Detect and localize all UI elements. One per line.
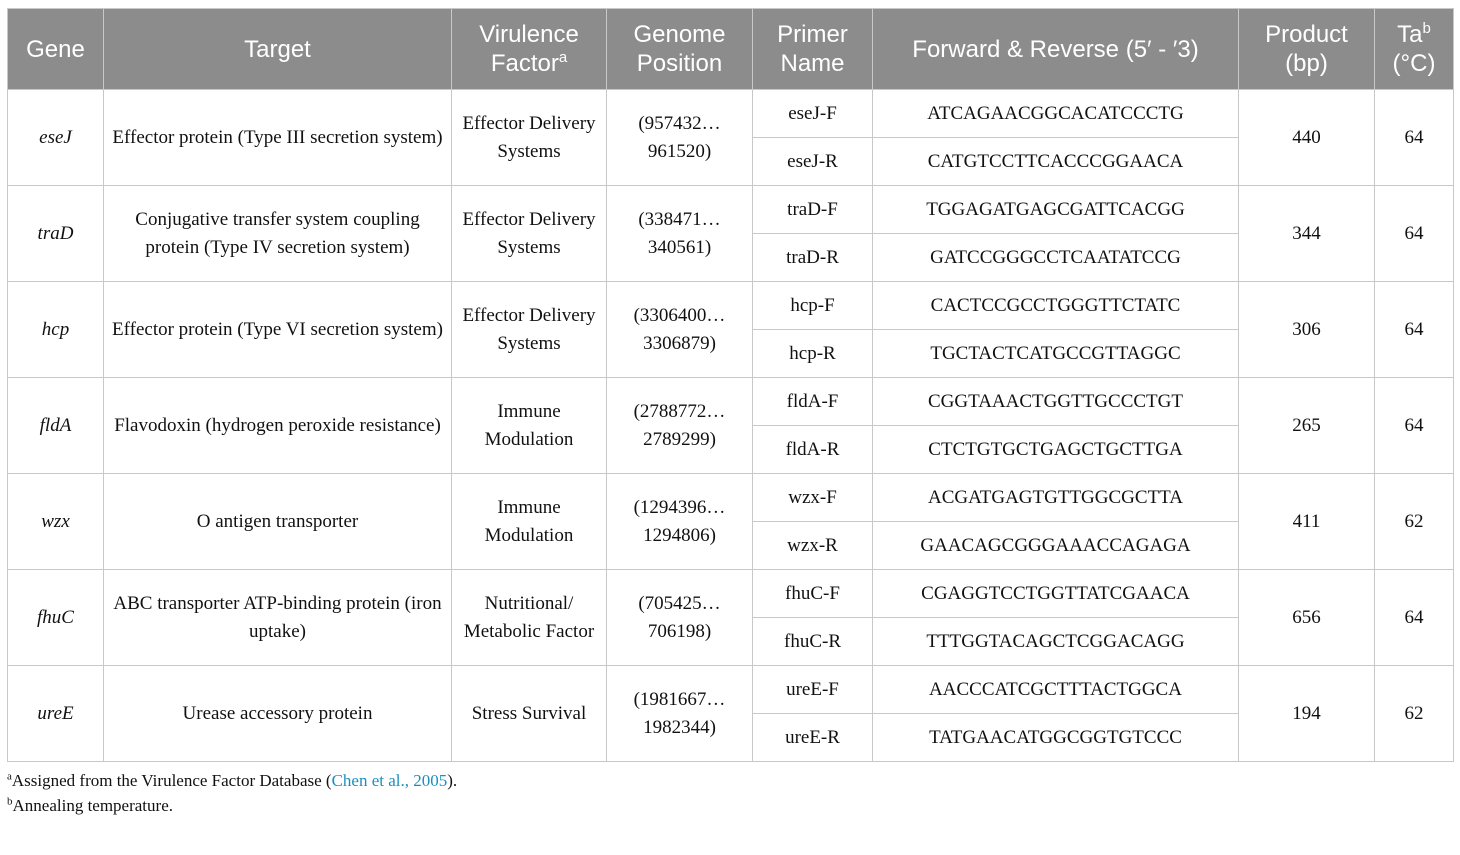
header-ta-footnote-mark: b <box>1422 20 1431 37</box>
header-virulence-factor-footnote-mark: a <box>558 49 568 66</box>
header-row <box>8 9 1454 90</box>
gene-cell: hcp <box>8 282 104 378</box>
header-gene: Gene <box>8 9 104 90</box>
forward-primer-name-cell: ureE-F <box>753 666 873 714</box>
forward-primer-name-cell: traD-F <box>753 186 873 234</box>
header-ta-label: Ta <box>1397 21 1423 48</box>
ta-cell: 64 <box>1375 570 1454 666</box>
genome-position-cell: (957432…961520) <box>607 90 753 186</box>
virulence-factor-cell: Immune Modulation <box>452 378 607 474</box>
forward-sequence-cell: TGGAGATGAGCGATTCACGG <box>873 186 1239 234</box>
gene-cell: traD <box>8 186 104 282</box>
reverse-sequence-cell: GAACAGCGGGAAACCAGAGA <box>873 522 1239 570</box>
ta-cell: 62 <box>1375 666 1454 762</box>
header-virulence-factor <box>452 9 607 90</box>
ta-cell: 62 <box>1375 474 1454 570</box>
target-cell: Conjugative transfer system coupling protein (Type IV secretion system) <box>104 186 452 282</box>
gene-cell: fhuC <box>8 570 104 666</box>
ta-cell: 64 <box>1375 282 1454 378</box>
table-row <box>8 570 1454 618</box>
forward-sequence-cell: ATCAGAACGGCACATCCCTG <box>873 90 1239 138</box>
table-row <box>8 378 1454 426</box>
product-cell: 344 <box>1239 186 1375 282</box>
reverse-sequence-cell: TGCTACTCATGCCGTTAGGC <box>873 330 1239 378</box>
table-row <box>8 186 1454 234</box>
table-row <box>8 282 1454 330</box>
reverse-sequence-cell: CTCTGTGCTGAGCTGCTTGA <box>873 426 1239 474</box>
product-cell: 411 <box>1239 474 1375 570</box>
target-cell: Urease accessory protein <box>104 666 452 762</box>
virulence-factor-cell: Effector Delivery Systems <box>452 186 607 282</box>
forward-sequence-cell: CGAGGTCCTGGTTATCGAACA <box>873 570 1239 618</box>
virulence-factor-cell: Stress Survival <box>452 666 607 762</box>
reverse-primer-name-cell: fldA-R <box>753 426 873 474</box>
table-row <box>8 474 1454 522</box>
reverse-primer-name-cell: fhuC-R <box>753 618 873 666</box>
virulence-factor-cell: Immune Modulation <box>452 474 607 570</box>
product-cell: 656 <box>1239 570 1375 666</box>
reverse-primer-name-cell: traD-R <box>753 234 873 282</box>
footnote-b-text: Annealing temperature. <box>12 796 173 815</box>
header-virulence-factor-label: Virulence Factor <box>479 21 579 77</box>
genome-position-cell: (1981667…1982344) <box>607 666 753 762</box>
target-cell: ABC transporter ATP-binding protein (iron uptake) <box>104 570 452 666</box>
virulence-factor-cell: Effector Delivery Systems <box>452 282 607 378</box>
forward-sequence-cell: CACTCCGCCTGGGTTCTATC <box>873 282 1239 330</box>
reverse-primer-name-cell: eseJ-R <box>753 138 873 186</box>
reverse-sequence-cell: TTTGGTACAGCTCGGACAGG <box>873 618 1239 666</box>
table-footnotes <box>7 768 1453 818</box>
forward-primer-name-cell: fldA-F <box>753 378 873 426</box>
primer-table-figure <box>7 8 1453 818</box>
footnote-a-end: ). <box>447 771 458 790</box>
forward-primer-name-cell: eseJ-F <box>753 90 873 138</box>
footnote-a-text: Assigned from the Virulence Factor Database ( <box>11 771 332 790</box>
forward-sequence-cell: ACGATGAGTGTTGGCGCTTA <box>873 474 1239 522</box>
genome-position-cell: (2788772…2789299) <box>607 378 753 474</box>
header-ta-unit: (°C) <box>1392 50 1436 77</box>
header-genome-position: Genome Position <box>607 9 753 90</box>
footnote-b <box>7 793 1453 818</box>
ta-cell: 64 <box>1375 186 1454 282</box>
product-cell: 306 <box>1239 282 1375 378</box>
reverse-primer-name-cell: hcp-R <box>753 330 873 378</box>
reverse-sequence-cell: CATGTCCTTCACCCGGAACA <box>873 138 1239 186</box>
header-product: Product (bp) <box>1239 9 1375 90</box>
genome-position-cell: (3306400…3306879) <box>607 282 753 378</box>
target-cell: Effector protein (Type VI secretion system) <box>104 282 452 378</box>
product-cell: 194 <box>1239 666 1375 762</box>
header-ta <box>1375 9 1454 90</box>
target-cell: O antigen transporter <box>104 474 452 570</box>
table-row <box>8 666 1454 714</box>
target-cell: Flavodoxin (hydrogen peroxide resistance) <box>104 378 452 474</box>
reverse-primer-name-cell: wzx-R <box>753 522 873 570</box>
forward-sequence-cell: CGGTAAACTGGTTGCCCTGT <box>873 378 1239 426</box>
header-sequence: Forward & Reverse (5′ - ′3) <box>873 9 1239 90</box>
product-cell: 440 <box>1239 90 1375 186</box>
genome-position-cell: (1294396…1294806) <box>607 474 753 570</box>
footnote-b-mark: b <box>7 795 13 808</box>
genome-position-cell: (338471…340561) <box>607 186 753 282</box>
ta-cell: 64 <box>1375 90 1454 186</box>
gene-cell: fldA <box>8 378 104 474</box>
gene-cell: eseJ <box>8 90 104 186</box>
footnote-a <box>7 768 1453 793</box>
gene-cell: ureE <box>8 666 104 762</box>
primer-table-body <box>8 90 1454 762</box>
header-primer-name: Primer Name <box>753 9 873 90</box>
reverse-sequence-cell: TATGAACATGGCGGTGTCCC <box>873 714 1239 762</box>
forward-sequence-cell: AACCCATCGCTTTACTGGCA <box>873 666 1239 714</box>
forward-primer-name-cell: fhuC-F <box>753 570 873 618</box>
header-target: Target <box>104 9 452 90</box>
product-cell: 265 <box>1239 378 1375 474</box>
citation-link[interactable]: Chen et al., 2005 <box>331 771 448 790</box>
genome-position-cell: (705425…706198) <box>607 570 753 666</box>
virulence-factor-cell: Effector Delivery Systems <box>452 90 607 186</box>
table-row <box>8 90 1454 138</box>
forward-primer-name-cell: wzx-F <box>753 474 873 522</box>
forward-primer-name-cell: hcp-F <box>753 282 873 330</box>
primer-table <box>7 8 1454 762</box>
ta-cell: 64 <box>1375 378 1454 474</box>
target-cell: Effector protein (Type III secretion system) <box>104 90 452 186</box>
virulence-factor-cell: Nutritional/ Metabolic Factor <box>452 570 607 666</box>
reverse-sequence-cell: GATCCGGGCCTCAATATCCG <box>873 234 1239 282</box>
gene-cell: wzx <box>8 474 104 570</box>
footnote-a-mark: a <box>7 770 12 783</box>
reverse-primer-name-cell: ureE-R <box>753 714 873 762</box>
